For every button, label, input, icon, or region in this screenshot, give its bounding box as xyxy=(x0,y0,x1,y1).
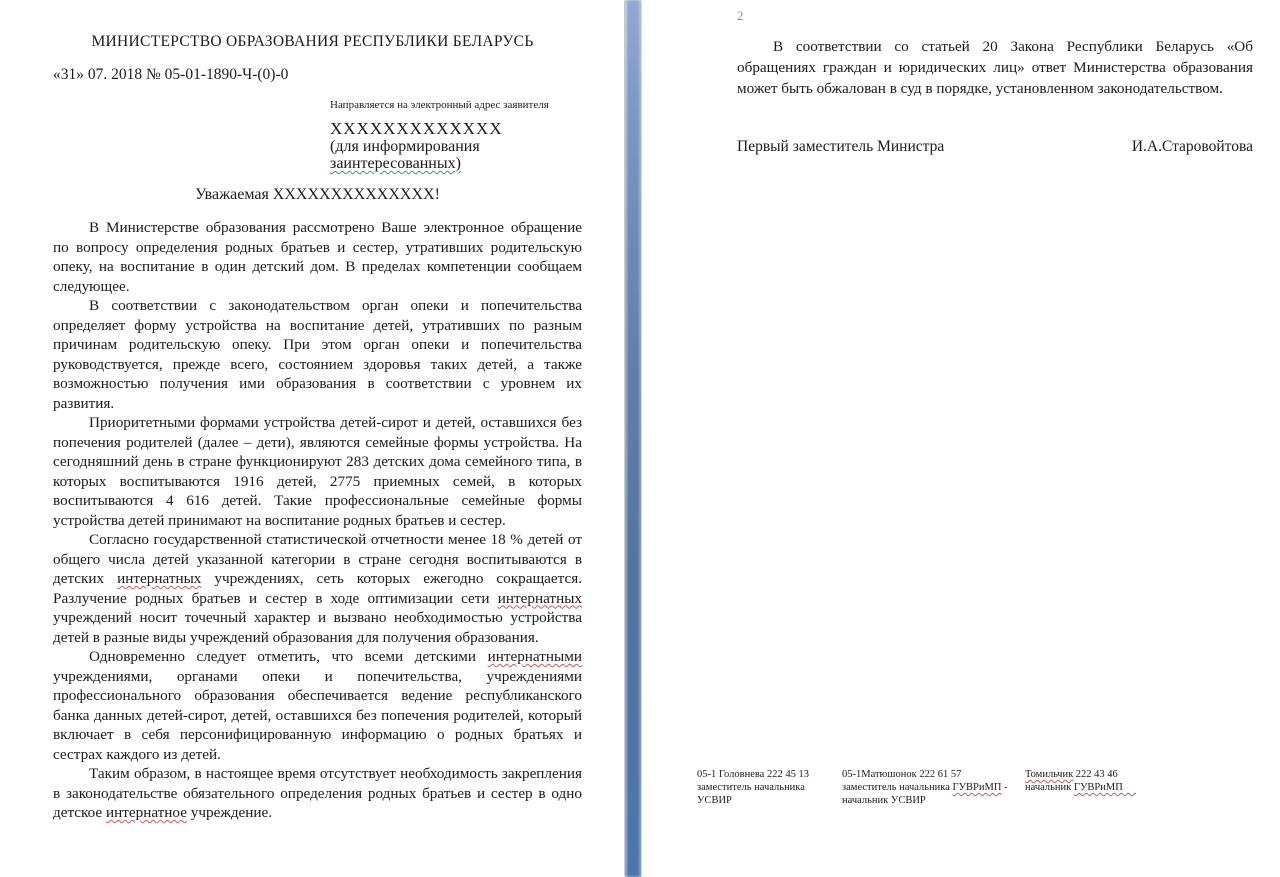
executor-column-1 xyxy=(697,768,857,807)
signature-row xyxy=(737,138,1253,156)
letter-body-page2 xyxy=(737,36,1253,99)
recipient-block xyxy=(330,120,503,173)
executor-line: начальник ГУВРиМП xyxy=(1025,782,1123,793)
recipient-note-line-1: (для информирования xyxy=(330,137,480,155)
body-paragraph-5: Одновременно следует отметить, что всеми детскими интернатными учреждениями, органами опеки и попечительства, учреждениями профессионального образования обеспечивается ведение республиканского банка данных детей-сирот, детей, оставшихся без попечения родителей, который включает в себя персонифицированную информацию о родных братьях и сестрах каждого из детей. xyxy=(53,648,582,763)
page-2[interactable] xyxy=(642,0,1280,877)
body-paragraph-2: В соответствии с законодательством орган опеки и попечительства определяет форму устройства на воспитание детей, утративших по разным причинам родительскую опеку. При этом орган опеки и попечительства руководствуется, прежде всего, состоянием здоровья таких детей, а также возможностью получения ими образования в соответствии с уровнем их развития. xyxy=(53,297,582,412)
date-reference-line: «31» 07. 2018 № 05-01-1890-Ч-(0)-0 xyxy=(53,66,289,83)
salutation: Уважаемая ХХХХХХХХХХХХХХ! xyxy=(195,186,440,203)
ministry-title: МИНИСТЕРСТВО ОБРАЗОВАНИЯ РЕСПУБЛИКИ БЕЛАРУСЬ xyxy=(91,33,534,50)
page-number: 2 xyxy=(737,8,744,23)
executor-line: 05-1Матюшонок 222 61 57 xyxy=(842,769,962,780)
body-paragraph-4: Согласно государственной статистической отчетности менее 18 % детей от общего числа детей указанной категории в стране сегодня воспитываются в детских интернатных учреждениях, сеть которых ежегодно сокращается. Разлучение родных братьев и сестер в ходе оптимизации сети интернатных учреждений носит точечный характер и вызвано необходимостью устройства детей в разные виды учреждений образования для получения образования. xyxy=(53,531,582,646)
recipient-note-line-2: заинтересованных) xyxy=(330,155,461,172)
signer-position: Первый заместитель Министра xyxy=(737,138,945,155)
signer-name: И.А.Старовойтова xyxy=(1131,138,1253,155)
body-paragraph-7: В соответствии со статьей 20 Закона Республики Беларусь «Об обращениях граждан и юридических лиц» ответ Министерства образования может быть обжалован в суд в порядке, установленном законодательством. xyxy=(737,38,1253,97)
body-paragraph-1: В Министерстве образования рассмотрено Ваше электронное обращение по вопросу определения родных братьев и сестер, утративших родительскую опеку, на воспитание в один детский дом. В пределах компетенции сообщаем следующее. xyxy=(53,219,582,295)
executor-line: начальник УСВИР xyxy=(842,795,926,806)
delivery-note: Направляется на электронный адрес заявителя xyxy=(330,99,549,111)
page-divider xyxy=(622,0,642,877)
executor-line: 05-1 Головнева 222 45 13 xyxy=(697,769,809,780)
scrollbar-thumb[interactable] xyxy=(624,0,642,877)
body-paragraph-6: Таким образом, в настоящее время отсутствует необходимость закрепления в законодательстве обязательного определения родных братьев и сестер в одно детское интернатное учреждение. xyxy=(53,765,582,821)
letter-body xyxy=(53,218,582,823)
executor-line: УСВИР xyxy=(697,795,732,806)
recipient-masked-name: ХХХХХХХХХХХХХ xyxy=(330,119,503,138)
executor-line: Томильчик 222 43 46 xyxy=(1025,769,1118,780)
executor-line: заместитель начальника xyxy=(697,782,805,793)
executor-column-3 xyxy=(1025,768,1200,794)
executor-column-2 xyxy=(842,768,1022,807)
page-1[interactable] xyxy=(0,0,622,877)
executor-line: заместитель начальника ГУВРиМП - xyxy=(842,782,1008,793)
body-paragraph-3: Приоритетными формами устройства детей-сирот и детей, оставшихся без попечения родителей (далее – дети), являются семейные формы устройства. На сегодняшний день в стране функционируют 283 детских дома семейного типа, в которых воспитываются 1916 детей, 2775 приемных семей, в которых воспитываются 4 616 детей. Такие профессиональные семейные формы устройства детей принимают на воспитание родных братьев и сестер. xyxy=(53,414,582,529)
